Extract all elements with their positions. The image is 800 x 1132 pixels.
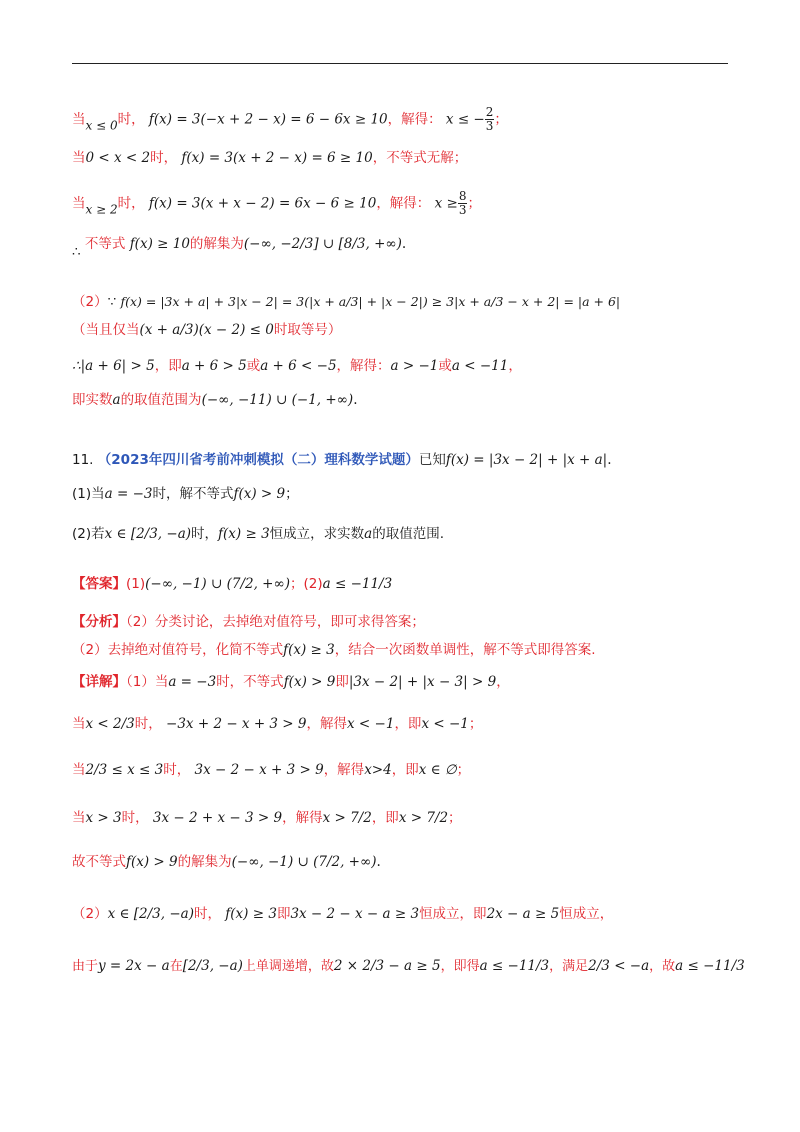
text: 时， bbox=[150, 150, 178, 166]
math-condition: x ∈ [2/3, −a) bbox=[104, 526, 192, 542]
text: 时， bbox=[191, 526, 219, 542]
math-variable: a bbox=[112, 392, 121, 408]
text: ； bbox=[494, 111, 508, 128]
text: 的取值范围. bbox=[372, 526, 445, 542]
case-line-1 bbox=[72, 106, 508, 136]
question-11-header bbox=[72, 450, 612, 470]
analysis-line-2 bbox=[72, 640, 596, 660]
denominator: 3 bbox=[485, 119, 494, 133]
text: 即 bbox=[335, 674, 349, 690]
math-function: f(x) = |3x − 2| + |x + a| bbox=[445, 452, 608, 468]
header-rule bbox=[72, 63, 728, 64]
text: 的取值范围为 bbox=[120, 392, 202, 408]
math-condition: x ≥ 2 bbox=[85, 202, 118, 217]
text: . bbox=[376, 854, 381, 870]
text: 即 bbox=[276, 906, 291, 922]
math-expression: (x + a/3)(x − 2) ≤ 0 bbox=[139, 322, 274, 338]
math-function: y = 2x − a bbox=[98, 958, 170, 974]
math-condition: x ∈ [2/3, −a) bbox=[107, 906, 194, 922]
text: 当 bbox=[72, 810, 86, 826]
math-result: x ∈ ∅ bbox=[418, 762, 457, 778]
numerator: 2 bbox=[485, 105, 494, 119]
question-number: 11. bbox=[72, 452, 94, 468]
math-expression: ∴|a + 6| > 5 bbox=[72, 358, 155, 374]
numerator: 8 bbox=[458, 189, 467, 203]
text: ，解得： bbox=[336, 358, 391, 374]
math-expression: a + 6 > 5 bbox=[181, 358, 247, 374]
part2-note-line bbox=[72, 320, 341, 340]
math-expression: f(x) ≥ 3 bbox=[283, 642, 335, 658]
math-expression: f(x) > 9 bbox=[283, 674, 336, 690]
math-expression: 3x − 2 + x − 3 > 9 bbox=[152, 810, 283, 826]
text: ，解得 bbox=[306, 716, 348, 732]
denominator: 3 bbox=[458, 203, 467, 217]
math-expression: f(x) = 3(x + 2 − x) = 6 ≥ 10 bbox=[181, 150, 373, 166]
text: 当 bbox=[72, 195, 86, 212]
text: ； bbox=[285, 486, 299, 502]
text: (1) bbox=[126, 576, 146, 592]
math-expression: f(x) = |3x + a| + 3|x − 2| = 3(|x + a/3| + |x − 2|) ≥ 3|x + a/3 − x + 2| = |a + 6| bbox=[120, 294, 621, 309]
text: 当 bbox=[72, 716, 86, 732]
part2-line-2 bbox=[72, 356, 522, 376]
text: （2）分类讨论，去掉绝对值符号，即可求得答案； bbox=[126, 614, 425, 630]
math-expression: f(x) ≥ 3 bbox=[225, 906, 277, 922]
detail-part2-line-2 bbox=[72, 956, 745, 977]
part2-line-1 bbox=[72, 292, 620, 312]
text: . bbox=[353, 392, 358, 408]
detail-intro bbox=[72, 672, 510, 692]
math-expression: −3x + 2 − x + 3 > 9 bbox=[166, 716, 307, 732]
text: 恒成立，即 bbox=[419, 906, 487, 922]
conclusion-line bbox=[72, 234, 406, 262]
text: 时，解不等式 bbox=[152, 486, 234, 502]
math-expression: 3x − 2 − x + 3 > 9 bbox=[194, 762, 324, 778]
math-expression: a > −1 bbox=[390, 358, 439, 374]
text: ； bbox=[448, 810, 462, 826]
math-result: x ≤ − bbox=[445, 111, 485, 128]
text: . bbox=[607, 452, 612, 468]
text: 上单调递增，故 bbox=[242, 959, 334, 974]
text: 即实数 bbox=[72, 392, 113, 408]
text: 时，不等式 bbox=[216, 674, 284, 690]
math-result: x > 7/2 bbox=[398, 810, 449, 826]
text: 已知 bbox=[418, 452, 446, 468]
text: ，不等式无解； bbox=[372, 150, 468, 166]
part-label: （2） bbox=[72, 294, 108, 310]
math-expression: 2x − a ≥ 5 bbox=[486, 906, 560, 922]
math-expression: f(x) = 3(−x + 2 − x) = 6 − 6x ≥ 10 bbox=[148, 111, 388, 128]
text: 的解集为 bbox=[189, 236, 244, 252]
math-expression: a ≤ −11/3 bbox=[322, 576, 393, 592]
text: . bbox=[401, 236, 407, 252]
text: ； bbox=[467, 195, 481, 212]
math-expression: a + 6 < −5 bbox=[260, 358, 337, 374]
question-11-sub2 bbox=[72, 524, 444, 544]
text: ，故 bbox=[649, 959, 676, 974]
math-set: (−∞, −1) ∪ (7/2, +∞) bbox=[231, 854, 377, 870]
text: ； bbox=[468, 716, 483, 732]
text: ，解得 bbox=[323, 762, 365, 778]
therefore-symbol: ∴ bbox=[72, 244, 81, 260]
text: (2)若 bbox=[72, 526, 105, 542]
math-expression: f(x) = 3(x + x − 2) = 6x − 6 ≥ 10 bbox=[148, 195, 377, 212]
text: ，结合一次函数单调性，解不等式即得答案. bbox=[334, 642, 596, 658]
text: ，解得： bbox=[387, 111, 442, 128]
text: 时， bbox=[163, 762, 191, 778]
math-set: (−∞, −2/3] ∪ [8/3, +∞) bbox=[243, 236, 402, 252]
text: ，即得 bbox=[440, 959, 480, 974]
math-expression: f(x) ≥ 10 bbox=[129, 236, 190, 252]
math-condition: 2/3 ≤ x ≤ 3 bbox=[85, 762, 164, 778]
text: 在 bbox=[169, 959, 183, 974]
part2-line-3 bbox=[72, 390, 358, 410]
text: ， bbox=[496, 674, 510, 690]
math-result: x < −1 bbox=[421, 716, 469, 732]
detail-conclusion bbox=[72, 852, 381, 872]
text: 等号） bbox=[300, 322, 342, 338]
math-expression: 3x − 2 − x − a ≥ 3 bbox=[290, 906, 420, 922]
text: ； bbox=[456, 762, 471, 778]
math-expression: a < −11 bbox=[451, 358, 509, 374]
math-condition: x < 2/3 bbox=[85, 716, 135, 732]
detail-part2-line-1 bbox=[72, 904, 613, 924]
text: 当 bbox=[72, 111, 86, 128]
text: 时， bbox=[117, 111, 145, 128]
text: 当 bbox=[72, 150, 86, 166]
question-source: （2023年四川省考前冲刺模拟（二）理科数学试题） bbox=[97, 452, 419, 468]
text: 故不等式 bbox=[72, 854, 126, 870]
text: 或 bbox=[246, 358, 261, 374]
text: ，即 bbox=[154, 358, 182, 374]
text: ， bbox=[508, 358, 522, 374]
text: ，即 bbox=[391, 762, 419, 778]
math-result: a ≤ −11/3 bbox=[479, 958, 550, 974]
text: （当且仅当 bbox=[72, 322, 140, 338]
case-line-2 bbox=[72, 148, 467, 168]
math-condition: x ≤ 0 bbox=[85, 118, 118, 133]
math-set: (−∞, −11) ∪ (−1, +∞) bbox=[201, 392, 354, 408]
detail-tag: 【详解】 bbox=[72, 674, 126, 690]
text: ，解得 bbox=[282, 810, 323, 826]
text: 或 bbox=[438, 358, 452, 374]
question-11-sub1 bbox=[72, 484, 299, 504]
math-expression: f(x) > 9 bbox=[233, 486, 286, 502]
math-result: a ≤ −11/3 bbox=[675, 958, 745, 974]
text: (1)当 bbox=[72, 486, 105, 502]
math-expression: 2 × 2/3 − a ≥ 5 bbox=[333, 958, 441, 974]
math-set: (−∞, −1) ∪ (7/2, +∞) bbox=[145, 576, 290, 592]
because-symbol: ∵ bbox=[107, 294, 117, 310]
math-variable: a bbox=[364, 526, 373, 542]
text: ，即 bbox=[394, 716, 422, 732]
text: 时， bbox=[121, 810, 149, 826]
text: 不等式 bbox=[84, 236, 126, 252]
math-condition: a = −3 bbox=[104, 486, 153, 502]
math-expression: f(x) ≥ 3 bbox=[218, 526, 270, 542]
analysis-line-1 bbox=[72, 612, 425, 632]
math-result: x>4 bbox=[364, 762, 392, 778]
text: 时取 bbox=[273, 322, 301, 338]
text: ，满足 bbox=[549, 959, 589, 974]
detail-case-1 bbox=[72, 714, 482, 734]
text: ，解得： bbox=[376, 195, 431, 212]
text: 时， bbox=[194, 906, 221, 922]
text: (2) bbox=[303, 576, 323, 592]
math-condition: 2/3 < −a bbox=[588, 958, 650, 974]
math-condition: x > 3 bbox=[85, 810, 122, 826]
fraction bbox=[485, 106, 495, 133]
math-result: x > 7/2 bbox=[322, 810, 372, 826]
part-label: （2） bbox=[72, 906, 108, 922]
analysis-tag: 【分析】 bbox=[72, 614, 126, 630]
case-line-3 bbox=[72, 190, 481, 220]
text: 恒成立，求实数 bbox=[269, 526, 365, 542]
detail-case-2 bbox=[72, 760, 470, 780]
math-result: x < −1 bbox=[347, 716, 395, 732]
text: ； bbox=[290, 576, 304, 592]
text: 恒成立， bbox=[559, 906, 614, 922]
text: 时， bbox=[134, 716, 162, 732]
answer-line bbox=[72, 574, 392, 594]
math-interval: [2/3, −a) bbox=[182, 958, 243, 974]
answer-tag: 【答案】 bbox=[72, 576, 126, 592]
text: ，即 bbox=[371, 810, 399, 826]
text: 由于 bbox=[72, 959, 99, 974]
text: 时， bbox=[117, 195, 145, 212]
math-condition: 0 < x < 2 bbox=[85, 150, 151, 166]
math-condition: a = −3 bbox=[168, 674, 217, 690]
text: 的解集为 bbox=[177, 854, 232, 870]
math-expression: |3x − 2| + |x − 3| > 9 bbox=[348, 674, 497, 690]
text: （2）去掉绝对值符号，化简不等式 bbox=[72, 642, 284, 658]
detail-case-3 bbox=[72, 808, 462, 828]
math-result: x ≥ bbox=[434, 195, 458, 212]
text: 当 bbox=[72, 762, 86, 778]
math-expression: f(x) > 9 bbox=[126, 854, 178, 870]
text: （1）当 bbox=[126, 674, 169, 690]
